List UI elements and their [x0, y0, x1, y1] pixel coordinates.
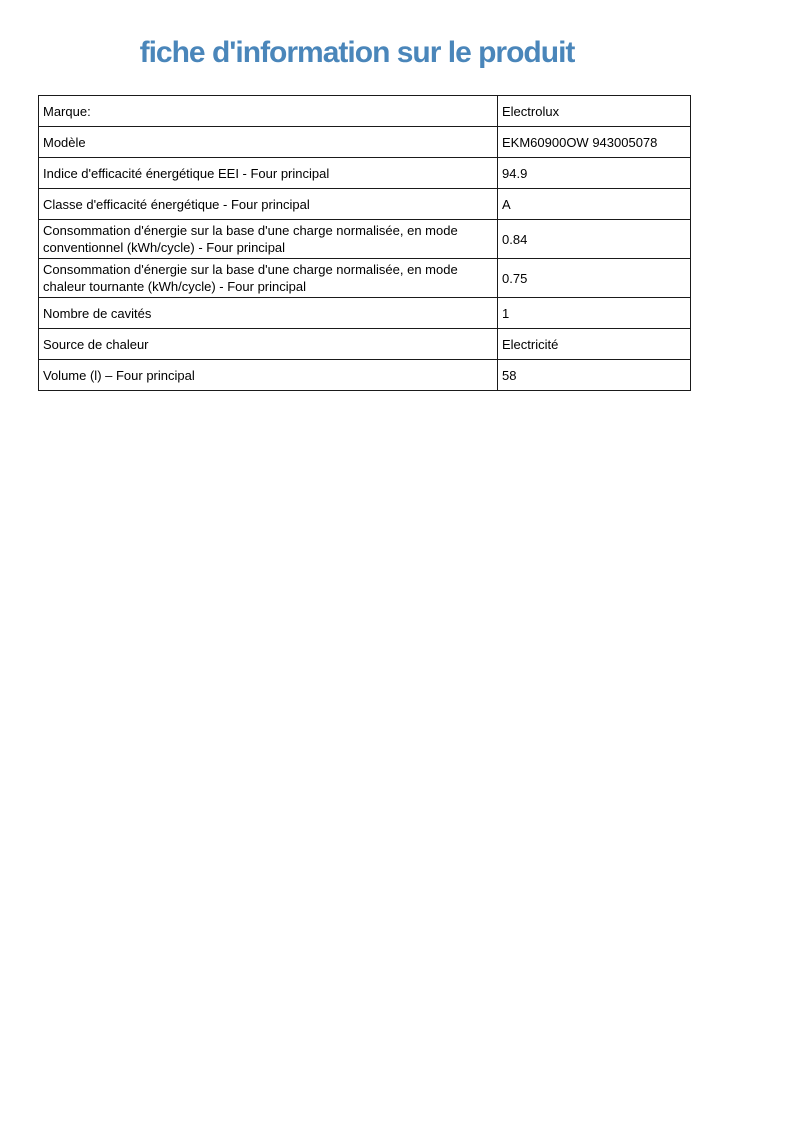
- table-row: [39, 360, 691, 391]
- row-label-cell: Marque:: [39, 96, 498, 127]
- table-row: [39, 329, 691, 360]
- row-value-cell: 94.9: [498, 158, 691, 189]
- row-label-cell: Classe d'efficacité énergétique - Four principal: [39, 189, 498, 220]
- table-row: [39, 298, 691, 329]
- product-info-table: [38, 95, 691, 391]
- table-row: [39, 189, 691, 220]
- table-row: [39, 96, 691, 127]
- row-value-cell: Electricité: [498, 329, 691, 360]
- row-label-cell: Volume (l) – Four principal: [39, 360, 498, 391]
- product-table-body: [39, 96, 691, 391]
- row-value-cell: 0.75: [498, 259, 691, 298]
- row-value-cell: A: [498, 189, 691, 220]
- table-row: [39, 259, 691, 298]
- row-label-cell: Indice d'efficacité énergétique EEI - Four principal: [39, 158, 498, 189]
- row-label-cell: Source de chaleur: [39, 329, 498, 360]
- row-value-cell: EKM60900OW 943005078: [498, 127, 691, 158]
- row-label-cell: Consommation d'énergie sur la base d'une charge normalisée, en mode chaleur tournante (kWh/cycle) - Four principal: [39, 259, 498, 298]
- row-label-cell: Consommation d'énergie sur la base d'une charge normalisée, en mode conventionnel (kWh/cycle) - Four principal: [39, 220, 498, 259]
- table-row: [39, 127, 691, 158]
- row-value-cell: 0.84: [498, 220, 691, 259]
- row-value-cell: 1: [498, 298, 691, 329]
- row-label-cell: Modèle: [39, 127, 498, 158]
- row-label-cell: Nombre de cavités: [39, 298, 498, 329]
- row-value-cell: 58: [498, 360, 691, 391]
- page-title: fiche d'information sur le produit: [139, 36, 575, 69]
- table-row: [39, 220, 691, 259]
- row-value-cell: Electrolux: [498, 96, 691, 127]
- table-row: [39, 158, 691, 189]
